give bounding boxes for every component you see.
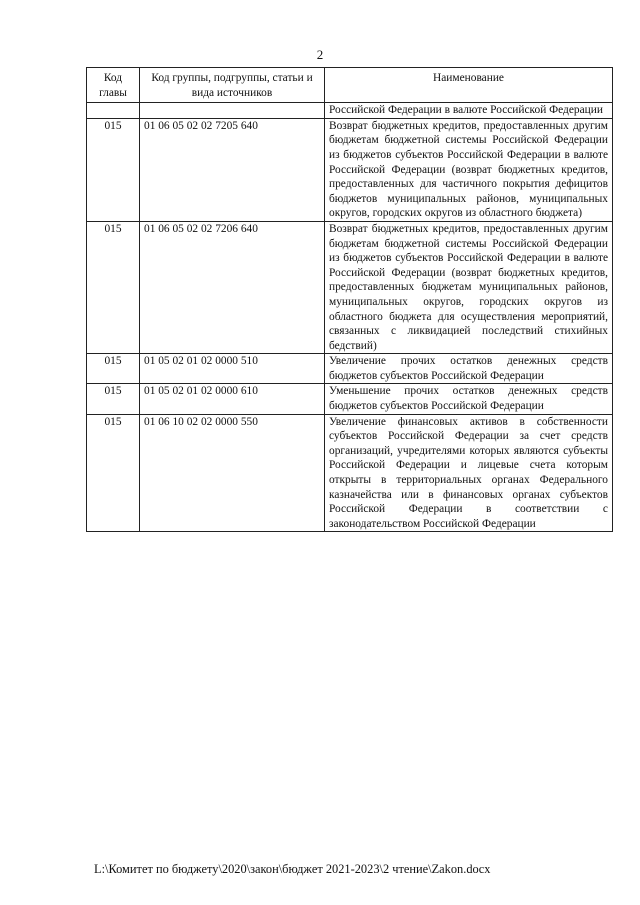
source-code-cell: 01 05 02 01 02 0000 510 [140, 354, 325, 384]
chapter-code-cell: 015 [87, 118, 140, 221]
table-row [87, 118, 613, 221]
name-cell: Возврат бюджетных кредитов, предоставленных другим бюджетам бюджетной системы Российской Федерации из бюджетов субъектов Российской Федерации в валюте Российской Федерации (возврат бюджетных кредитов, предоставленных бюджетам муниципальных районов, муниципальных округов, городских округов из областного бюджета для осуществления мероприятий, связанных с ликвидацией последствий стихийных бедствий) [325, 221, 613, 353]
document-file-path: L:\Комитет по бюджету\2020\закон\бюджет 2021-2023\2 чтение\Zakon.docx [94, 862, 491, 876]
header-chapter-code: Код главы [87, 68, 140, 103]
chapter-code-cell [87, 103, 140, 119]
table-row [87, 103, 613, 119]
table-row [87, 354, 613, 384]
chapter-code-cell: 015 [87, 221, 140, 353]
chapter-code-cell: 015 [87, 354, 140, 384]
table-header-row [87, 68, 613, 103]
table-row [87, 414, 613, 532]
table-row [87, 384, 613, 414]
name-cell: Увеличение финансовых активов в собственности субъектов Российской Федерации за счет средств организаций, учредителями которых являются субъекты Российской Федерации и лицевые счета которым открыты в территориальных органах Федерального казначейства или в финансовых органах субъектов Российской Федерации в соответствии с законодательством Российской Федерации [325, 414, 613, 532]
budget-sources-table [86, 67, 613, 532]
name-cell: Возврат бюджетных кредитов, предоставленных другим бюджетам бюджетной системы Российской Федерации из бюджетов субъектов Российской Федерации в валюте Российской Федерации (возврат бюджетных кредитов, предоставленных для частичного покрытия дефицитов бюджетов муниципальных районов, муниципальных округов, городских округов из областного бюджета) [325, 118, 613, 221]
source-code-cell: 01 06 10 02 02 0000 550 [140, 414, 325, 532]
header-group-code: Код группы, подгруппы, статьи и вида источников [140, 68, 325, 103]
header-name: Наименование [325, 68, 613, 103]
name-cell: Уменьшение прочих остатков денежных средств бюджетов субъектов Российской Федерации [325, 384, 613, 414]
page-number: 2 [316, 47, 324, 62]
source-code-cell: 01 06 05 02 02 7205 640 [140, 118, 325, 221]
chapter-code-cell: 015 [87, 414, 140, 532]
table-row [87, 221, 613, 353]
source-code-cell: 01 05 02 01 02 0000 610 [140, 384, 325, 414]
name-cell: Российской Федерации в валюте Российской Федерации [325, 103, 613, 119]
source-code-cell [140, 103, 325, 119]
chapter-code-cell: 015 [87, 384, 140, 414]
source-code-cell: 01 06 05 02 02 7206 640 [140, 221, 325, 353]
name-cell: Увеличение прочих остатков денежных средств бюджетов субъектов Российской Федерации [325, 354, 613, 384]
